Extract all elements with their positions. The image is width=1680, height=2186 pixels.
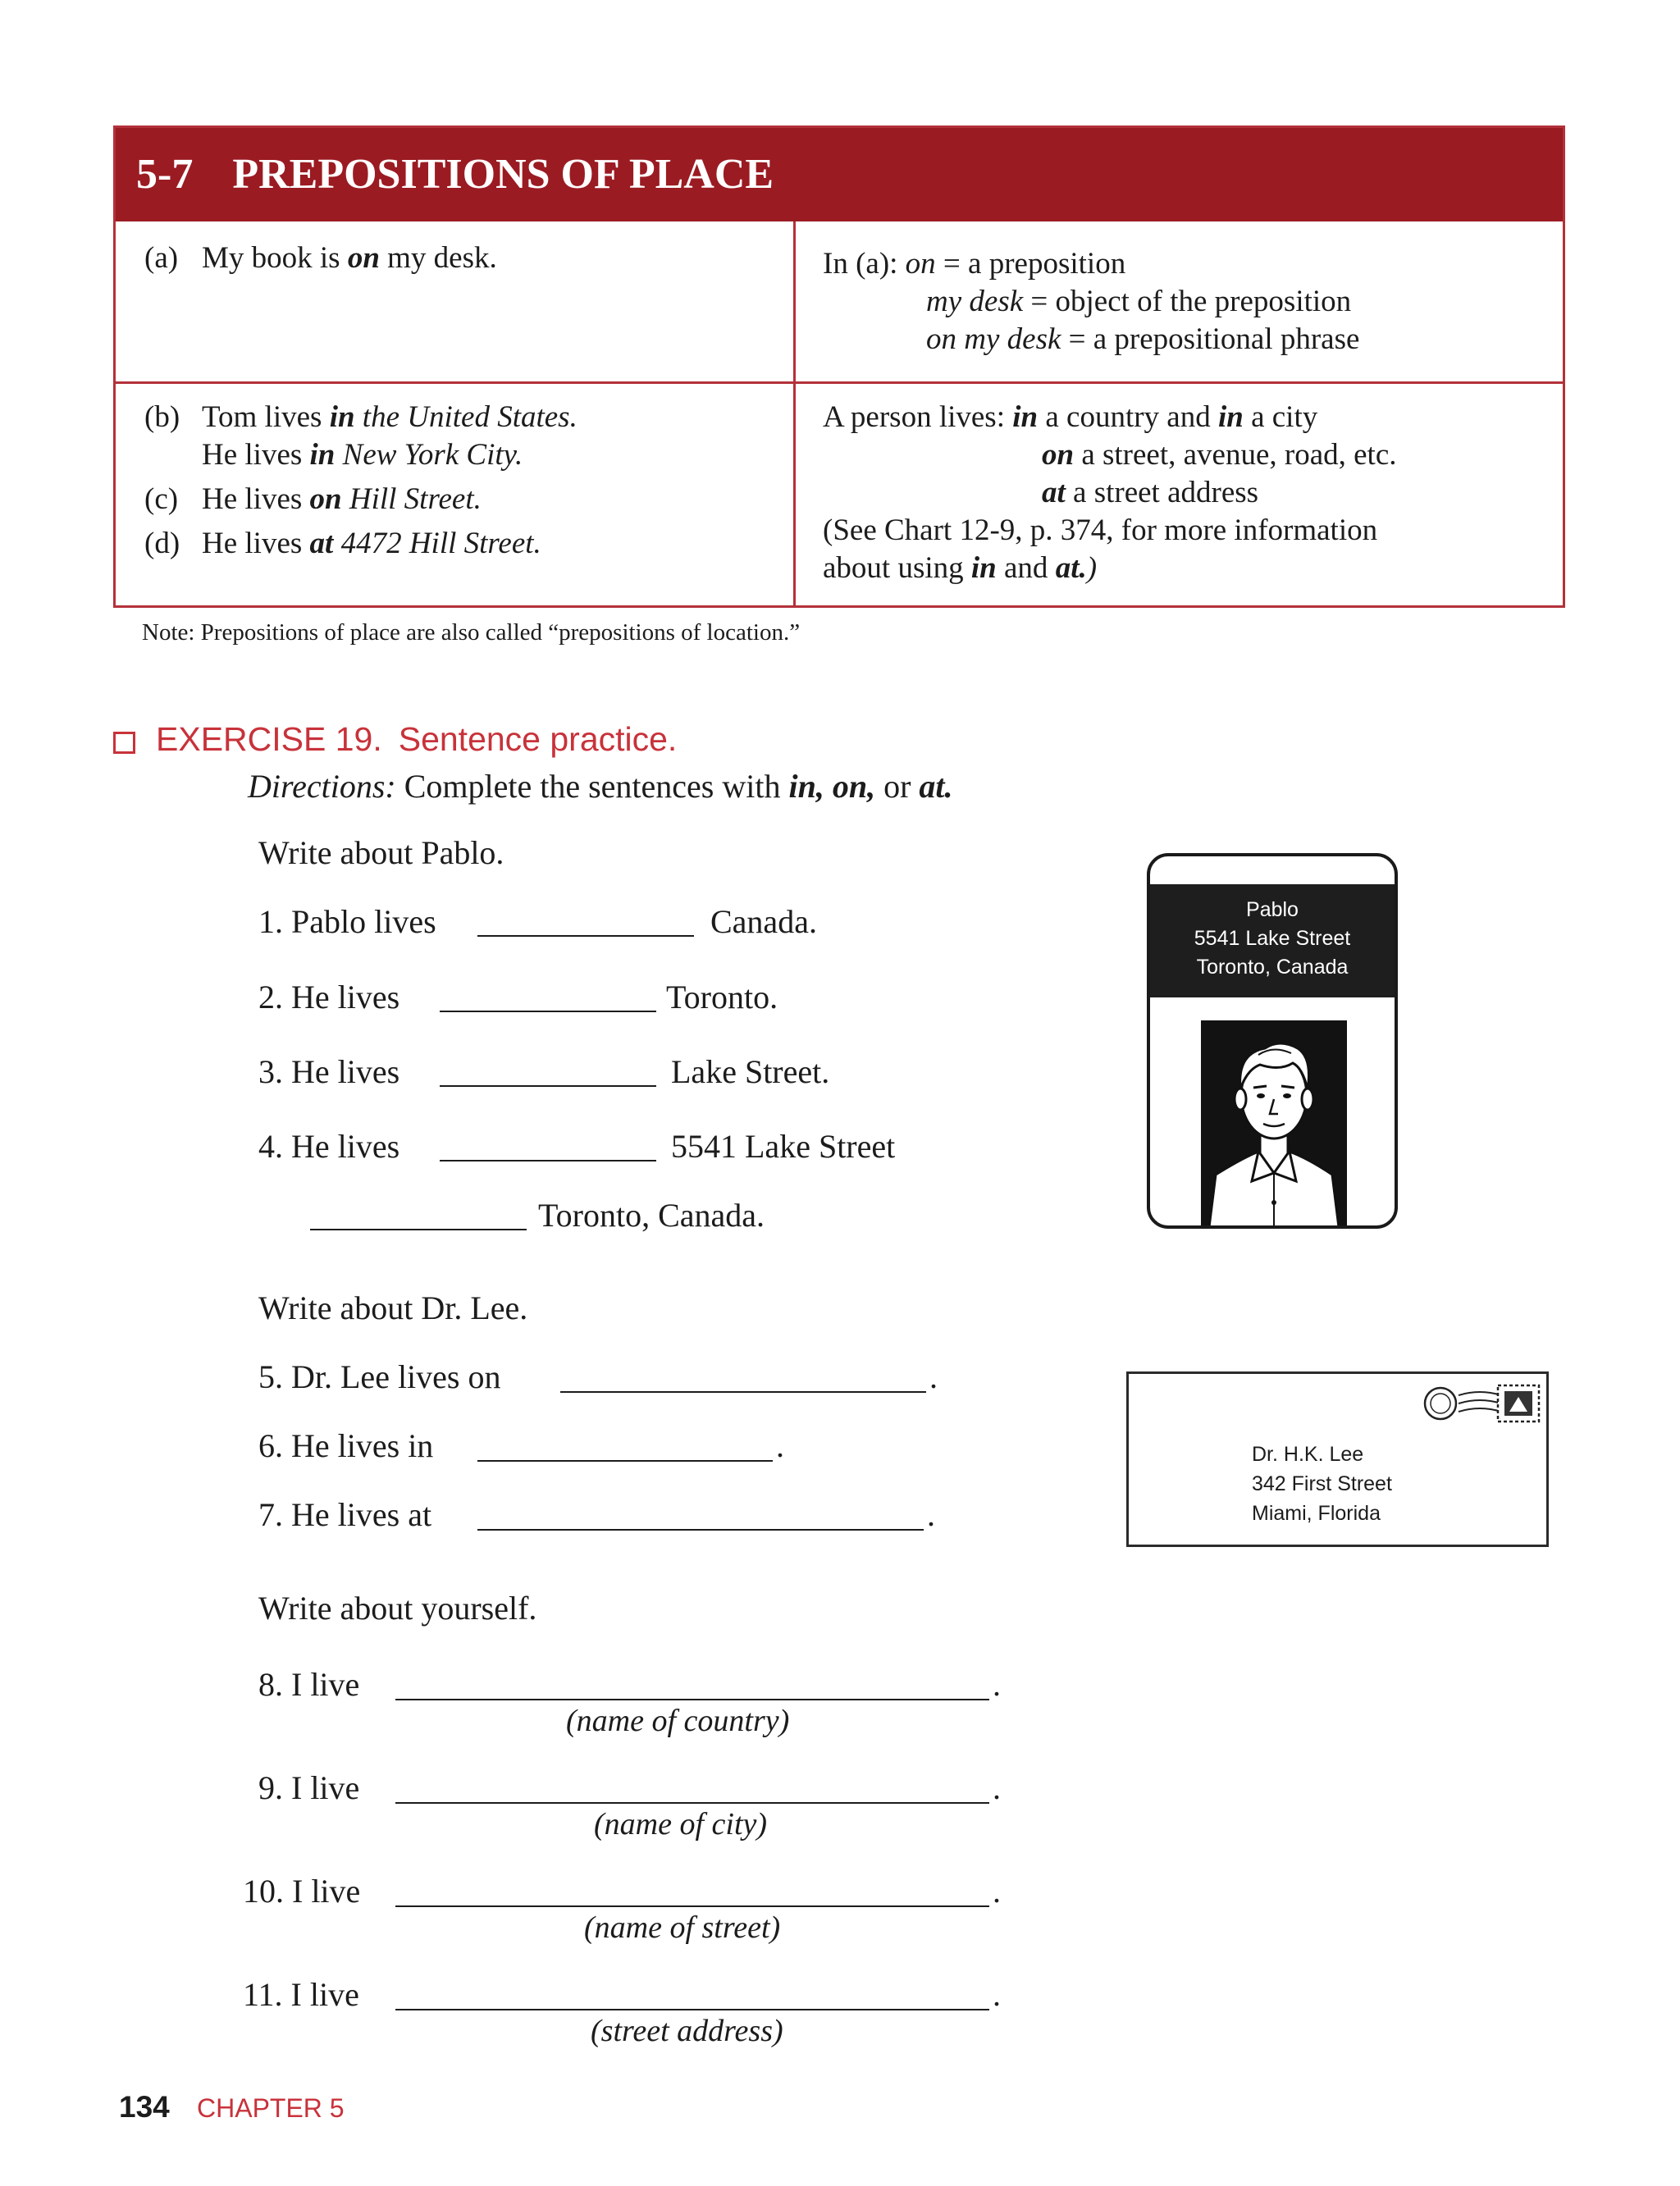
envelope-city: Miami, Florida (1252, 1502, 1381, 1525)
item-11-period: . (993, 1976, 1001, 2013)
item-10-hint: (name of street) (584, 1910, 781, 1945)
item-8-blank (395, 1699, 989, 1700)
item-6-blank (477, 1460, 773, 1462)
item-11-hint: (street address) (591, 2014, 783, 2048)
pablo-id-card (1147, 853, 1398, 1229)
portrait-illustration (1201, 1020, 1347, 1227)
exercise-directions: Directions: Complete the sentences with in, on, or at. (248, 768, 953, 805)
item-6-period: . (776, 1427, 784, 1464)
card-street: 5541 Lake Street (1194, 927, 1351, 950)
item-9-blank (395, 1802, 989, 1804)
pablo-portrait (1201, 1020, 1347, 1227)
item-9-period: . (993, 1769, 1001, 1806)
item-8-period: . (993, 1666, 1001, 1703)
card-info (1150, 884, 1395, 997)
section-yourself: Write about yourself. (258, 1590, 537, 1627)
chart-title: PREPOSITIONS OF PLACE (232, 151, 774, 198)
examples-b-d (144, 399, 768, 596)
item-2-text: 2. He lives (258, 979, 400, 1015)
item-3-blank (440, 1085, 656, 1087)
example-d: (d) He lives at 4472 Hill Street. (144, 527, 541, 560)
chart-divider-vertical (793, 221, 796, 605)
item-4-text: 4. He lives (258, 1128, 400, 1165)
item-4-end-2: Toronto, Canada. (538, 1197, 765, 1234)
item-9-text: 9. I live (258, 1769, 360, 1806)
item-9-hint: (name of city) (594, 1807, 768, 1841)
item-2-end: Toronto. (666, 979, 778, 1015)
item-1-text: 1. Pablo lives (258, 903, 436, 940)
chart-note: Note: Prepositions of place are also called “prepositions of location.” (142, 619, 801, 646)
example-b2: He lives in New York City. (202, 438, 523, 472)
item-3-text: 3. He lives (258, 1053, 400, 1090)
item-8-hint: (name of country) (566, 1704, 790, 1738)
item-4-blank (440, 1160, 656, 1161)
chart-divider-horizontal (116, 381, 1563, 384)
item-7-blank (477, 1529, 924, 1531)
exercise-checkbox (113, 732, 135, 754)
item-7-period: . (927, 1496, 935, 1533)
example-a: (a) My book is on my desk. (144, 241, 497, 275)
item-11-blank (395, 2009, 989, 2010)
envelope-address (1252, 1440, 1392, 1528)
item-3-end: Lake Street. (671, 1053, 830, 1090)
chart-header (116, 128, 1563, 221)
item-4-end: 5541 Lake Street (671, 1128, 896, 1165)
item-5-text: 5. Dr. Lee lives on (258, 1358, 501, 1395)
item-10-text: 10. I live (243, 1873, 361, 1910)
item-6-text: 6. He lives in (258, 1427, 434, 1464)
example-c: (c) He lives on Hill Street. (144, 482, 482, 516)
item-1-blank (477, 935, 694, 937)
dr-lee-envelope (1126, 1371, 1549, 1547)
item-11-text: 11. I live (243, 1976, 359, 2013)
item-7-text: 7. He lives at (258, 1496, 432, 1533)
explanation-b-d: A person lives: in a country and in a city on a street, avenue, road, etc. at a street address (See Chart 12-9, p. 374, for more information about using in and at.) (823, 400, 1397, 585)
explanation-a: In (a): on = a preposition my desk = object of the preposition on my desk = a prepositional phrase (823, 247, 1360, 356)
section-pablo: Write about Pablo. (258, 834, 504, 871)
chart-number: 5-7 (136, 151, 194, 198)
item-10-blank (395, 1905, 989, 1907)
item-2-blank (440, 1011, 656, 1012)
item-8-text: 8. I live (258, 1666, 360, 1703)
section-dr-lee: Write about Dr. Lee. (258, 1289, 528, 1326)
card-name: Pablo (1246, 898, 1299, 921)
envelope-street: 342 First Street (1252, 1472, 1392, 1495)
item-5-period: . (929, 1358, 938, 1395)
postmark-stamp-icon (1422, 1381, 1545, 1426)
grammar-chart (113, 126, 1565, 608)
item-1-end: Canada. (710, 903, 817, 940)
card-city: Toronto, Canada (1196, 956, 1349, 979)
item-10-period: . (993, 1873, 1001, 1910)
page-number: 134 (119, 2090, 170, 2124)
example-b: (b) Tom lives in the United States. (144, 400, 578, 434)
chapter-label: CHAPTER 5 (197, 2093, 345, 2123)
item-5-blank (560, 1391, 926, 1393)
item-4-blank-2 (310, 1229, 527, 1230)
exercise-title: EXERCISE 19. Sentence practice. (156, 720, 678, 758)
envelope-name: Dr. H.K. Lee (1252, 1443, 1364, 1466)
